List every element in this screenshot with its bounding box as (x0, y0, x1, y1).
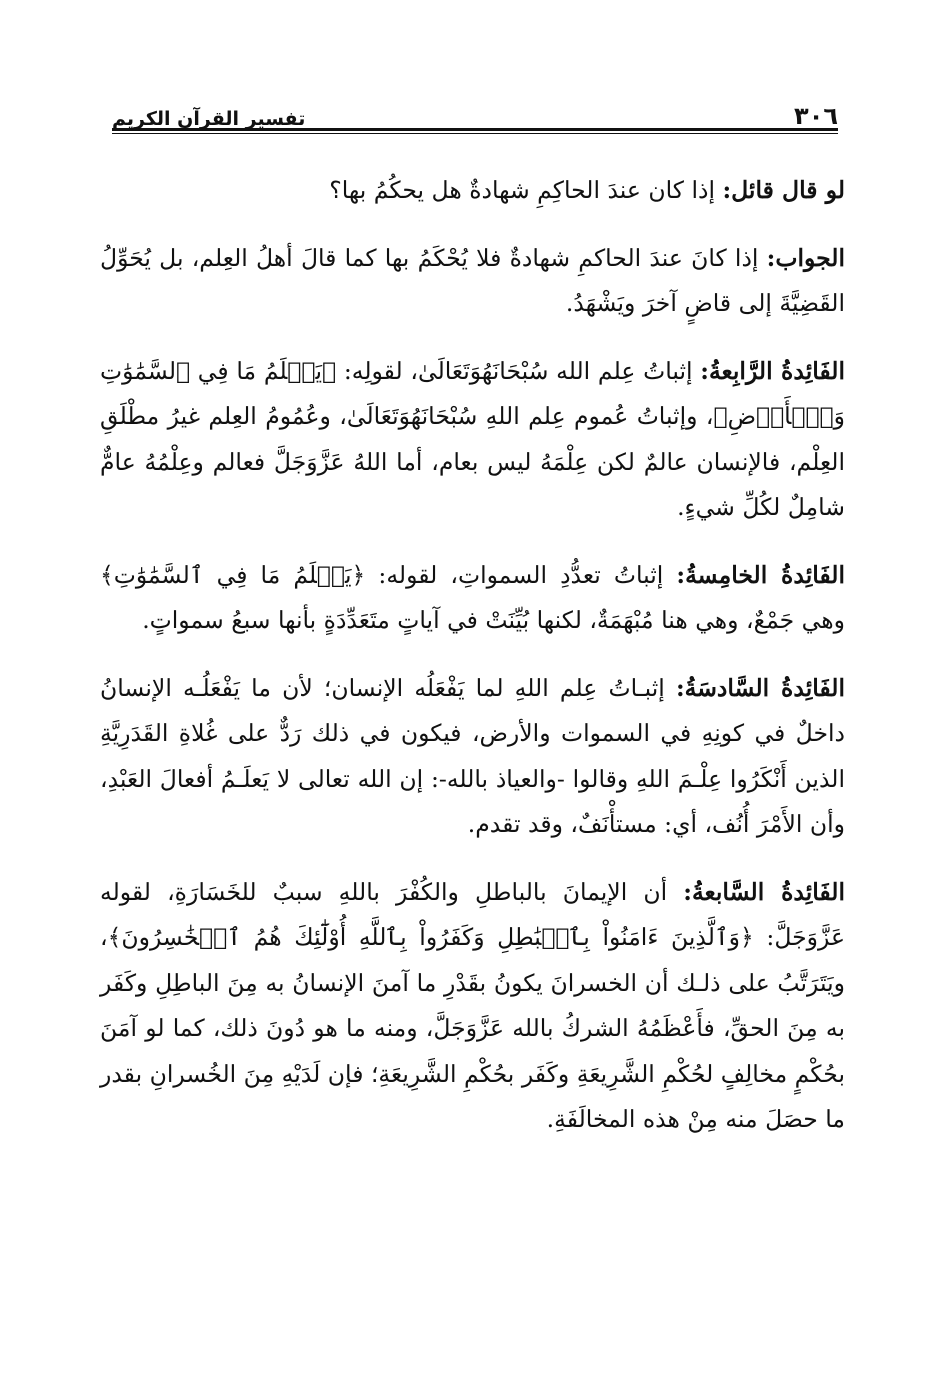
paragraph-answer (100, 236, 845, 327)
paragraph-lead: الفَائِدةُ السَّابعةُ: (683, 877, 845, 906)
paragraph-benefit-7 (100, 870, 845, 1143)
page-number: ٣٠٦ (794, 102, 838, 130)
paragraph-text: إثباتُ عِلم الله سُبْحَانَهُوَتَعَالَىٰ، لقولِه: ﴿يَعۡلَمُ مَا فِي ٱلسَّمَٰوَٰتِ وَٱلۡأَرۡضِ﴾، وإثباتُ عُموم عِلم اللهِ سُبْحَانَهُوَتَعَالَىٰ، وعُمُومُ العِلم غيرُ مطْلَقِ العِلْم، فالإنسان عالمٌ لكن عِلْمَهُ ليس بعام، أما اللهُ عَزَّوَجَلَّ فعالم وعِلْمُهُ عامٌّ شامِلٌ لكُلِّ شيءٍ. (100, 356, 845, 521)
paragraph-text: إذا كان عندَ الحاكِمِ شهادةٌ هل يحكُمُ بها؟ (329, 176, 723, 204)
paragraph-lead: الجواب: (766, 243, 845, 272)
paragraph-text: إثبـاتُ عِلم اللهِ لما يَفْعَلُه الإنسان؛ لأن ما يَفْعَلُـه الإنسانُ داخلٌ في كونِهِ في السموات والأرض، فيكون في ذلك رَدٌّ على غُلاةِ القَدَرِيَّةِ الذين أَنْكَرُوا عِلْـمَ اللهِ وقالوا -والعياذ بالله-: إن الله تعالى لا يَعلَـمُ أفعالَ العَبْدِ، وأن الأَمْرَ أُنُف، أي: مستأْنَفٌ، وقد تقدم. (100, 673, 845, 838)
running-title: تفسير القرآن الكريم (112, 108, 306, 130)
paragraph-lead: لو قال قائل: (722, 176, 845, 204)
page-header (112, 96, 838, 130)
paragraph-lead: الفَائِدةُ السَّادسَةُ: (675, 673, 845, 702)
paragraph-lead: الفَائِدةُ الخامِسةُ: (676, 560, 845, 589)
page-body (100, 168, 845, 1165)
paragraph-text: أن الإيمانَ بالباطلِ والكُفْرَ باللهِ سببٌ للخَسَارَةِ، لقوله عَزَّوَجَلَّ: ﴿وَٱلَّذِينَ ءَامَنُواْ بِٱلۡبَٰطِلِ وَكَفَرُواْ بِٱللَّهِ أُوْلَٰٓئِكَ هُمُ ٱلۡخَٰسِرُونَ﴾، ويَتَرَتَّبُ على ذلـك أن الخسرانَ يكونُ بقَدْرِ ما آمنَ الإنسانُ به مِنَ الباطِلِ وكَفَر به مِنَ الحقِّ، فأَعْظَمُهُ الشركُ بالله عَزَّوَجَلَّ، ومنه ما هو دُونَ ذلك، كما لو آمَنَ بحُكْمٍ مخالِفٍ لحُكْمِ الشَّرِيعَةِ وكَفَر بحُكْمِ الشَّرِيعَةِ؛ فإن لَدَيْهِ مِنَ الخُسرانِ بقدر ما حصَلَ منه مِنْ هذه المخالَفَةِ. (100, 877, 845, 1133)
header-rule (112, 128, 838, 131)
paragraph-lead: الفَائِدةُ الرَّابِعةُ: (700, 356, 845, 385)
paragraph-question (100, 168, 845, 214)
paragraph-benefit-6 (100, 666, 845, 848)
paragraph-benefit-5 (100, 553, 845, 644)
header-rule-thin (112, 133, 838, 134)
paragraph-benefit-4 (100, 349, 845, 531)
paragraph-text: إذا كانَ عندَ الحاكمِ شهادةٌ فلا يُحْكَمُ بها كما قالَ أهلُ العِلم، بل يُحَوِّلُ القَضِيَّةَ إلى قاضٍ آخرَ ويَشْهَدُ. (100, 243, 845, 317)
paragraph-text: إثباتُ تعدُّدِ السمواتِ، لقوله: ﴿يَعۡلَمُ مَا فِي ٱلسَّمَٰوَٰتِ﴾ وهي جَمْعٌ، وهي هنا مُبْهَمَةٌ، لكنها بُيِّنَتْ في آياتٍ متَعَدِّدَةٍ بأنها سبعُ سمواتٍ. (100, 560, 845, 634)
